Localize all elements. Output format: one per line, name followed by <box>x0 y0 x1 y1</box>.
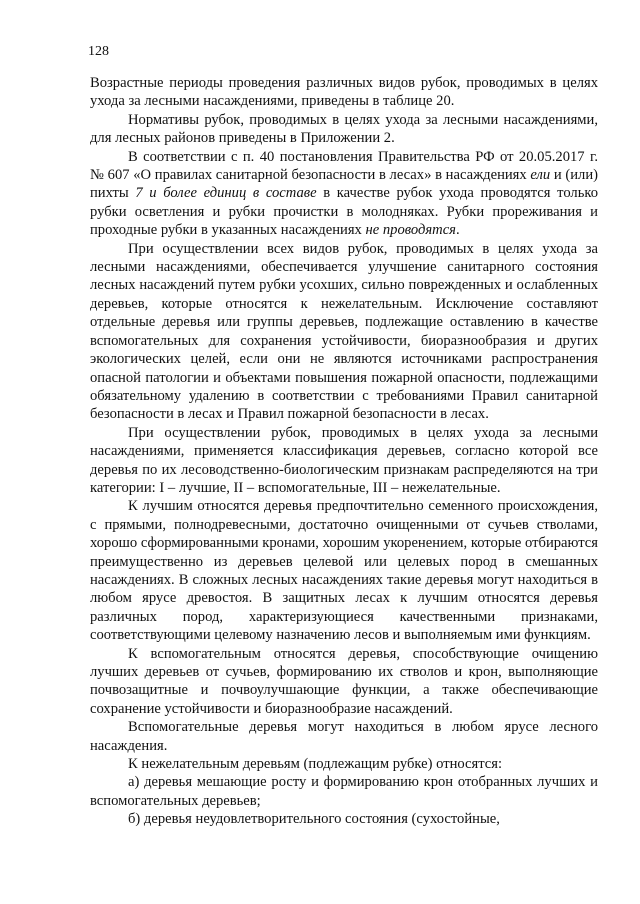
paragraph-undesirable-intro: К нежелательным деревьям (подлежащим рубке) относятся: <box>128 756 503 773</box>
document-body <box>90 74 598 829</box>
paragraph-auxiliary-tier: Вспомогательные деревья могут находиться в любом ярусе лесного насаждения. <box>90 719 598 754</box>
paragraph-norms: Нормативы рубок, проводимых в целях ухода за лесными насаждениями, для лесных районов приведены в Приложении 2. <box>90 111 598 147</box>
list-item-b: б) деревья неудовлетворительного состояния (сухостойные, <box>128 811 500 828</box>
resolution-text-2: и (или) пихты <box>90 167 598 202</box>
paragraph-age-periods: Возрастные периоды проведения различных видов рубок, проводимых в целях ухода за лесными насаждениями, приведены в таблице 20. <box>90 75 598 110</box>
resolution-italic-2: 7 и более единиц в составе <box>135 185 317 202</box>
paragraph-best-trees: К лучшим относятся деревья предпочтительно семенного происхождения, с прямыми, полнодревесными, достаточно очищенными от сучьев стволами, хорошо сформированными кронами, хорошим укоренением, которые отбираются преимущественно из деревьев целевой или целевых пород в смешанных насаждениях. В сложных лесных насаждениях такие деревья могут находиться в любом ярусе древостоя. В защитных лесах к лучшим относятся деревья различных пород, характеризующиеся качественными признаками, соответствующими целевому назначению лесов и выполняемым ими функциям. <box>90 498 598 644</box>
resolution-italic-3: не проводятся <box>365 222 456 239</box>
resolution-text-1: В соответствии с п. 40 постановления Правительства РФ от 20.05.2017 г. № 607 «О правилах санитарной безопасности в лесах» в насаждениях <box>90 148 598 184</box>
paragraph-auxiliary-trees: К вспомогательным относятся деревья, способствующие очищению лучших деревьев от сучьев, формированию их стволов и крон, выполняющие почвозащитные и почвоулучшающие функции, а также обеспечивающие сохранение устойчивости и биоразнообразие насаждений. <box>90 645 598 717</box>
list-item-a: а) деревья мешающие росту и формированию крон отобранных лучших и вспомогательных деревьев; <box>90 774 598 809</box>
paragraph-classification: При осуществлении рубок, проводимых в целях ухода за лесными насаждениями, применяется классификация деревьев, согласно которой все деревья по их лесоводственно-биологическим признакам распределяются на три категории: I – лучшие, II – вспомогательные, III – нежелательные. <box>90 424 598 496</box>
paragraph-resolution-607 <box>90 148 598 240</box>
resolution-text-3: в качестве рубок ухода проводятся только рубки осветления и рубки прочистки в молодняках. Рубки прореживания и проходные рубки в указанных насаждениях <box>90 185 599 239</box>
resolution-italic-1: ели <box>530 167 551 184</box>
page-number: 128 <box>88 44 109 59</box>
resolution-text-4: . <box>455 222 460 239</box>
paragraph-sanitary-state: При осуществлении всех видов рубок, проводимых в целях ухода за лесными насаждениями, обеспечивается улучшение санитарного состояния лесных насаждений путем рубки усохших, сильно поврежденных и ослабленных деревьев, которые относятся к нежелательным. Исключение составляют отдельные деревья или группы деревьев, подлежащие оставлению в качестве вспомогательных для сохранения устойчивости, биоразнообразия и других экологических целей, если они не являются источниками распространения опасной патологии и объектами повышения пожарной опасности, подлежащими обязательному удалению в соответствии с требованиями Правил санитарной безопасности в лесах и Правил пожарной безопасности в лесах. <box>90 240 598 423</box>
